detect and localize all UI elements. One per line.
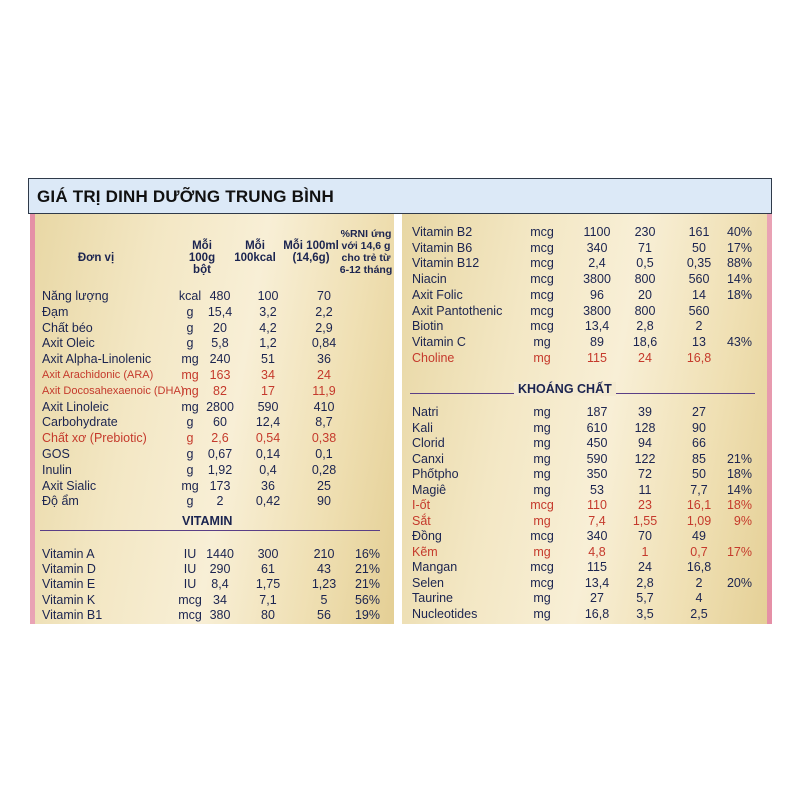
row-per-100g: 2 [216,494,224,509]
row-per-100ml: 1,23 [311,577,337,592]
row-per-100ml: 11,9 [312,383,336,398]
row-name: Axit Folic [412,287,463,302]
row-per-100g: 340 [586,240,608,255]
row-per-100g: 82 [213,383,227,398]
row-name: Clorid [412,436,445,450]
row-per-100ml: 16,8 [686,560,712,574]
row-per-100kcal: 80 [261,607,275,622]
row-per-100ml: 560 [688,272,710,287]
nutrient-row [402,318,772,334]
row-per-100kcal: 71 [638,240,652,255]
nutrient-row [30,462,394,478]
row-per-100g: 610 [586,420,608,435]
row-rni: 16% [354,547,380,561]
row-per-100ml: 161 [688,225,710,239]
row-per-100g: 0,67 [207,447,233,461]
row-per-100kcal: 12,4 [255,415,281,430]
row-unit: g [186,304,194,319]
row-unit: IU [183,577,197,592]
row-unit: g [186,462,194,477]
row-per-100ml: 2,9 [315,320,333,335]
row-rni: 17% [726,544,752,559]
nutrient-row [402,513,772,529]
row-per-100kcal: 70 [638,529,652,543]
nutrient-row [30,335,394,351]
row-per-100ml: 5 [320,592,328,607]
row-per-100kcal: 5,7 [636,591,654,605]
row-rni: 21% [726,451,752,466]
row-per-100g: 480 [209,289,231,303]
row-per-100ml: 0,38 [311,431,337,446]
row-per-100ml: 0,1 [315,447,333,461]
row-rni: 18% [726,287,752,302]
row-per-100kcal: 51 [261,352,275,367]
row-unit: g [186,320,194,335]
nutrient-row [30,320,394,336]
row-per-100ml: 14 [692,287,706,302]
row-per-100ml: 1,09 [686,513,712,528]
row-per-100kcal: 18,6 [632,334,658,349]
row-name: Choline [412,350,455,365]
row-unit: mg [181,383,199,398]
row-per-100g: 8,4 [211,577,229,592]
row-name: Carbohydrate [42,415,118,430]
row-unit: mcg [530,303,554,318]
row-per-100g: 2,4 [588,256,606,271]
row-unit: g [186,336,194,351]
header-per-100g: Mỗi 100g bột [188,240,216,276]
row-name: Độ ẩm [42,494,79,509]
row-name: GOS [42,447,70,461]
nutrient-row [402,575,772,591]
row-rni: 9% [733,513,752,528]
row-per-100kcal: 300 [257,547,279,561]
row-per-100g: 5,8 [211,336,229,351]
row-unit: mcg [178,607,202,622]
row-unit: mg [181,368,199,382]
row-name: Vitamin B1 [42,607,103,622]
row-per-100g: 13,4 [584,575,610,590]
row-per-100ml: 25 [317,478,331,493]
nutrient-row [402,271,772,287]
row-name: Natri [412,405,439,419]
row-per-100ml: 49 [692,529,706,543]
row-per-100ml: 560 [688,303,710,318]
row-per-100g: 20 [213,320,227,335]
row-per-100ml: 2,5 [690,606,708,621]
row-name: Canxi [412,451,444,466]
row-rni: 21% [354,577,380,592]
nutrient-row [30,546,394,562]
header-per-100ml: Mỗi 100ml (14,6g) [283,240,339,264]
row-unit: mg [533,513,551,528]
row-per-100ml: 90 [692,420,706,435]
row-per-100g: 163 [209,368,231,382]
row-rni: 56% [354,592,380,607]
nutrient-row [402,350,772,366]
row-per-100ml: 43 [317,562,331,577]
row-name: Mangan [412,560,458,574]
nutrient-row [402,451,772,467]
row-unit: mg [533,405,551,419]
row-per-100kcal: 2,8 [636,575,654,590]
nutrient-row [402,334,772,350]
nutrient-row [30,383,394,399]
row-per-100g: 16,8 [584,606,610,621]
row-name: Axit Linoleic [42,399,109,414]
nutrient-row [30,493,394,509]
row-per-100kcal: 0,5 [636,256,654,271]
row-per-100kcal: 590 [257,399,279,414]
nutrient-row [402,559,772,575]
nutrient-row [30,561,394,577]
nutrient-row [30,430,394,446]
row-per-100kcal: 0,4 [259,462,277,477]
row-unit: mcg [530,287,554,302]
row-per-100ml: 50 [692,240,706,255]
vitamin-section-title: VITAMIN [182,514,233,528]
row-per-100ml: 24 [317,368,331,382]
row-rni: 43% [726,334,752,349]
row-name: Đạm [42,304,69,319]
left-nutrition-panel [30,214,394,624]
row-per-100ml: 2,2 [315,304,333,319]
row-name: Vitamin D [42,562,96,577]
row-per-100kcal: 800 [634,272,656,287]
row-unit: IU [183,547,197,561]
row-name: Năng lượng [42,289,109,303]
mineral-section-title: KHOÁNG CHẤT [514,382,616,396]
row-per-100ml: 0,35 [686,256,712,271]
section-banner [28,178,772,214]
nutrient-row [402,303,772,319]
row-per-100ml: 66 [692,436,706,450]
row-per-100kcal: 7,1 [259,592,277,607]
right-nutrition-panel [402,214,772,624]
row-per-100ml: 8,7 [315,415,333,430]
row-unit: kcal [178,289,202,303]
row-per-100kcal: 24 [638,350,652,365]
row-per-100ml: 56 [317,607,331,622]
row-unit: mg [533,467,551,481]
row-name: Vitamin A [42,547,95,561]
nutrient-row [402,287,772,303]
nutrient-row [30,607,394,623]
row-per-100g: 173 [209,478,231,493]
row-per-100ml: 13 [692,334,706,349]
row-per-100kcal: 3,5 [636,606,654,621]
row-name: Nucleotides [412,606,478,621]
row-per-100kcal: 61 [261,562,275,577]
row-per-100g: 1440 [206,547,234,561]
row-name: Vitamin B6 [412,240,473,255]
row-unit: mcg [530,575,554,590]
row-per-100kcal: 23 [638,498,652,512]
nutrient-row [402,404,772,420]
row-per-100g: 350 [586,467,608,481]
row-name: Kali [412,420,433,435]
header-unit: Đơn vị [77,252,115,264]
row-unit: mg [181,352,199,367]
row-per-100kcal: 1,75 [255,577,281,592]
row-per-100kcal: 0,14 [255,447,281,461]
nutrient-row [30,399,394,415]
nutrient-row [30,478,394,494]
row-per-100ml: 0,84 [311,336,337,351]
row-name: Axit Oleic [42,336,95,351]
row-per-100ml: 2 [695,575,703,590]
row-per-100ml: 410 [313,399,335,414]
row-per-100g: 240 [209,352,231,367]
row-name: Axit Alpha-Linolenic [42,352,152,367]
row-per-100g: 340 [586,529,608,543]
row-unit: mcg [530,225,554,239]
row-per-100kcal: 17 [261,383,275,398]
row-per-100g: 15,4 [207,304,233,319]
row-per-100ml: 4 [695,591,703,605]
row-per-100g: 2,6 [211,431,229,446]
row-per-100kcal: 72 [638,467,652,481]
row-name: Vitamin K [42,592,96,607]
row-per-100ml: 70 [317,289,331,303]
nutrient-row [402,255,772,271]
row-rni: 18% [726,467,752,481]
row-per-100g: 450 [586,436,608,450]
row-unit: mcg [530,240,554,255]
row-per-100g: 60 [213,415,227,430]
row-per-100ml: 85 [692,451,706,466]
row-per-100g: 2800 [206,399,234,414]
row-unit: mg [533,606,551,621]
nutrient-row [402,466,772,482]
row-unit: mg [181,399,199,414]
row-per-100ml: 0,7 [690,544,708,559]
row-name: Axit Arachidonic (ARA) [42,369,154,381]
row-name: Phốtpho [412,467,459,481]
row-name: Vitamin E [42,577,96,592]
row-unit: mcg [530,560,554,574]
row-unit: g [186,415,194,430]
row-per-100ml: 16,1 [686,498,712,512]
row-per-100g: 4,8 [588,544,606,559]
row-per-100kcal: 122 [634,451,656,466]
row-rni: 19% [354,607,380,622]
row-unit: mg [533,334,551,349]
row-unit: g [186,431,194,446]
row-per-100g: 1100 [583,225,611,239]
row-per-100kcal: 94 [638,436,652,450]
nutrient-row [30,351,394,367]
row-per-100g: 115 [587,560,607,574]
row-per-100kcal: 1,55 [632,513,658,528]
row-rni: 14% [726,482,752,497]
row-per-100ml: 210 [313,547,335,561]
vitamin-divider [40,530,380,531]
row-per-100g: 96 [590,287,604,302]
row-unit: mg [533,591,551,605]
row-name: Axit Pantothenic [412,303,503,318]
row-unit: mg [533,451,551,466]
row-per-100kcal: 34 [261,368,275,382]
row-per-100kcal: 230 [634,225,656,239]
row-name: I-ốt [412,498,431,512]
row-per-100kcal: 0,42 [255,494,281,509]
nutrient-row [402,544,772,560]
row-per-100kcal: 36 [261,478,275,493]
row-name: Vitamin B12 [412,256,480,271]
nutrient-row [30,576,394,592]
row-unit: mcg [530,256,554,271]
nutrient-row [402,528,772,544]
row-name: Selen [412,575,444,590]
row-rni: 20% [726,575,752,590]
row-per-100kcal: 800 [634,303,656,318]
row-unit: g [186,447,194,461]
nutrient-row [402,435,772,451]
row-unit: mcg [178,592,202,607]
row-name: Kẽm [412,544,438,559]
banner-title: GIÁ TRỊ DINH DƯỠNG TRUNG BÌNH [37,187,334,206]
nutrient-row [402,224,772,240]
row-per-100g: 110 [587,498,607,512]
row-per-100g: 590 [586,451,608,466]
row-name: Vitamin C [412,334,466,349]
nutrient-row [402,497,772,513]
row-per-100g: 7,4 [588,513,606,528]
nutrient-row [30,592,394,608]
row-per-100kcal: 1 [641,544,649,559]
nutrient-row [402,606,772,622]
row-unit: mg [181,478,199,493]
row-per-100ml: 36 [317,352,331,367]
nutrient-row [30,414,394,430]
row-per-100ml: 0,28 [311,462,337,477]
row-rni: 18% [726,498,752,512]
row-name: Biotin [412,319,444,334]
row-name: Chất xơ (Prebiotic) [42,431,147,446]
row-per-100g: 89 [590,334,604,349]
row-per-100g: 1,92 [207,462,233,477]
row-name: Magiê [412,482,447,497]
row-per-100kcal: 128 [634,420,656,435]
row-per-100kcal: 100 [257,289,279,303]
row-per-100g: 3800 [583,303,611,318]
row-unit: IU [183,562,197,577]
row-name: Taurine [412,591,453,605]
row-per-100g: 3800 [583,272,611,287]
row-per-100kcal: 3,2 [259,304,277,319]
row-unit: mg [533,436,551,450]
row-name: Niacin [412,272,447,287]
row-per-100g: 53 [590,482,604,497]
nutrient-row [30,446,394,462]
row-per-100g: 27 [590,591,604,605]
row-per-100kcal: 2,8 [636,319,654,334]
row-name: Đồng [412,529,442,543]
nutrient-row [402,420,772,436]
row-name: Axit Sialic [42,478,97,493]
row-per-100ml: 2 [695,319,703,334]
row-per-100kcal: 0,54 [255,431,281,446]
row-per-100kcal: 4,2 [259,320,277,335]
row-per-100ml: 7,7 [690,482,708,497]
nutrient-row [30,367,394,383]
row-unit: mg [533,544,551,559]
row-per-100kcal: 1,2 [259,336,277,351]
row-per-100kcal: 24 [638,560,652,574]
row-per-100g: 187 [586,405,608,419]
row-name: Vitamin B2 [412,225,473,239]
header-rni: %RNI ứng với 14,6 g cho trẻ từ 6-12 tháng [339,228,393,276]
row-rni: 88% [726,256,752,271]
row-per-100g: 34 [213,592,227,607]
row-unit: mcg [530,319,554,334]
row-unit: mg [533,350,551,365]
row-rni: 14% [726,272,752,287]
row-name: Chất béo [42,320,93,335]
row-per-100g: 380 [209,607,231,622]
row-unit: g [186,494,194,509]
row-per-100g: 115 [587,350,607,365]
row-unit: mcg [530,272,554,287]
row-per-100ml: 27 [692,405,706,419]
row-per-100ml: 50 [692,467,706,481]
row-rni: 40% [726,225,752,239]
nutrient-row [402,590,772,606]
header-per-100kcal: Mỗi 100kcal [234,240,276,264]
row-per-100g: 13,4 [584,319,610,334]
nutrient-row [402,482,772,498]
row-name: Inulin [42,462,72,477]
nutrient-row [30,288,394,304]
nutrient-row [30,304,394,320]
row-per-100ml: 16,8 [686,350,712,365]
row-unit: mg [533,482,551,497]
row-per-100kcal: 11 [638,482,652,497]
row-per-100ml: 90 [317,494,331,509]
row-unit: mcg [530,498,554,512]
row-per-100kcal: 39 [638,405,652,419]
row-unit: mg [533,420,551,435]
row-unit: mcg [530,529,554,543]
nutrient-row [402,240,772,256]
row-name: Axit Docosahexaenoic (DHA) [42,384,185,397]
row-name: Sắt [412,513,431,528]
row-rni: 21% [354,562,380,577]
row-per-100g: 290 [209,562,231,577]
row-per-100kcal: 20 [638,287,652,302]
row-rni: 17% [726,240,752,255]
